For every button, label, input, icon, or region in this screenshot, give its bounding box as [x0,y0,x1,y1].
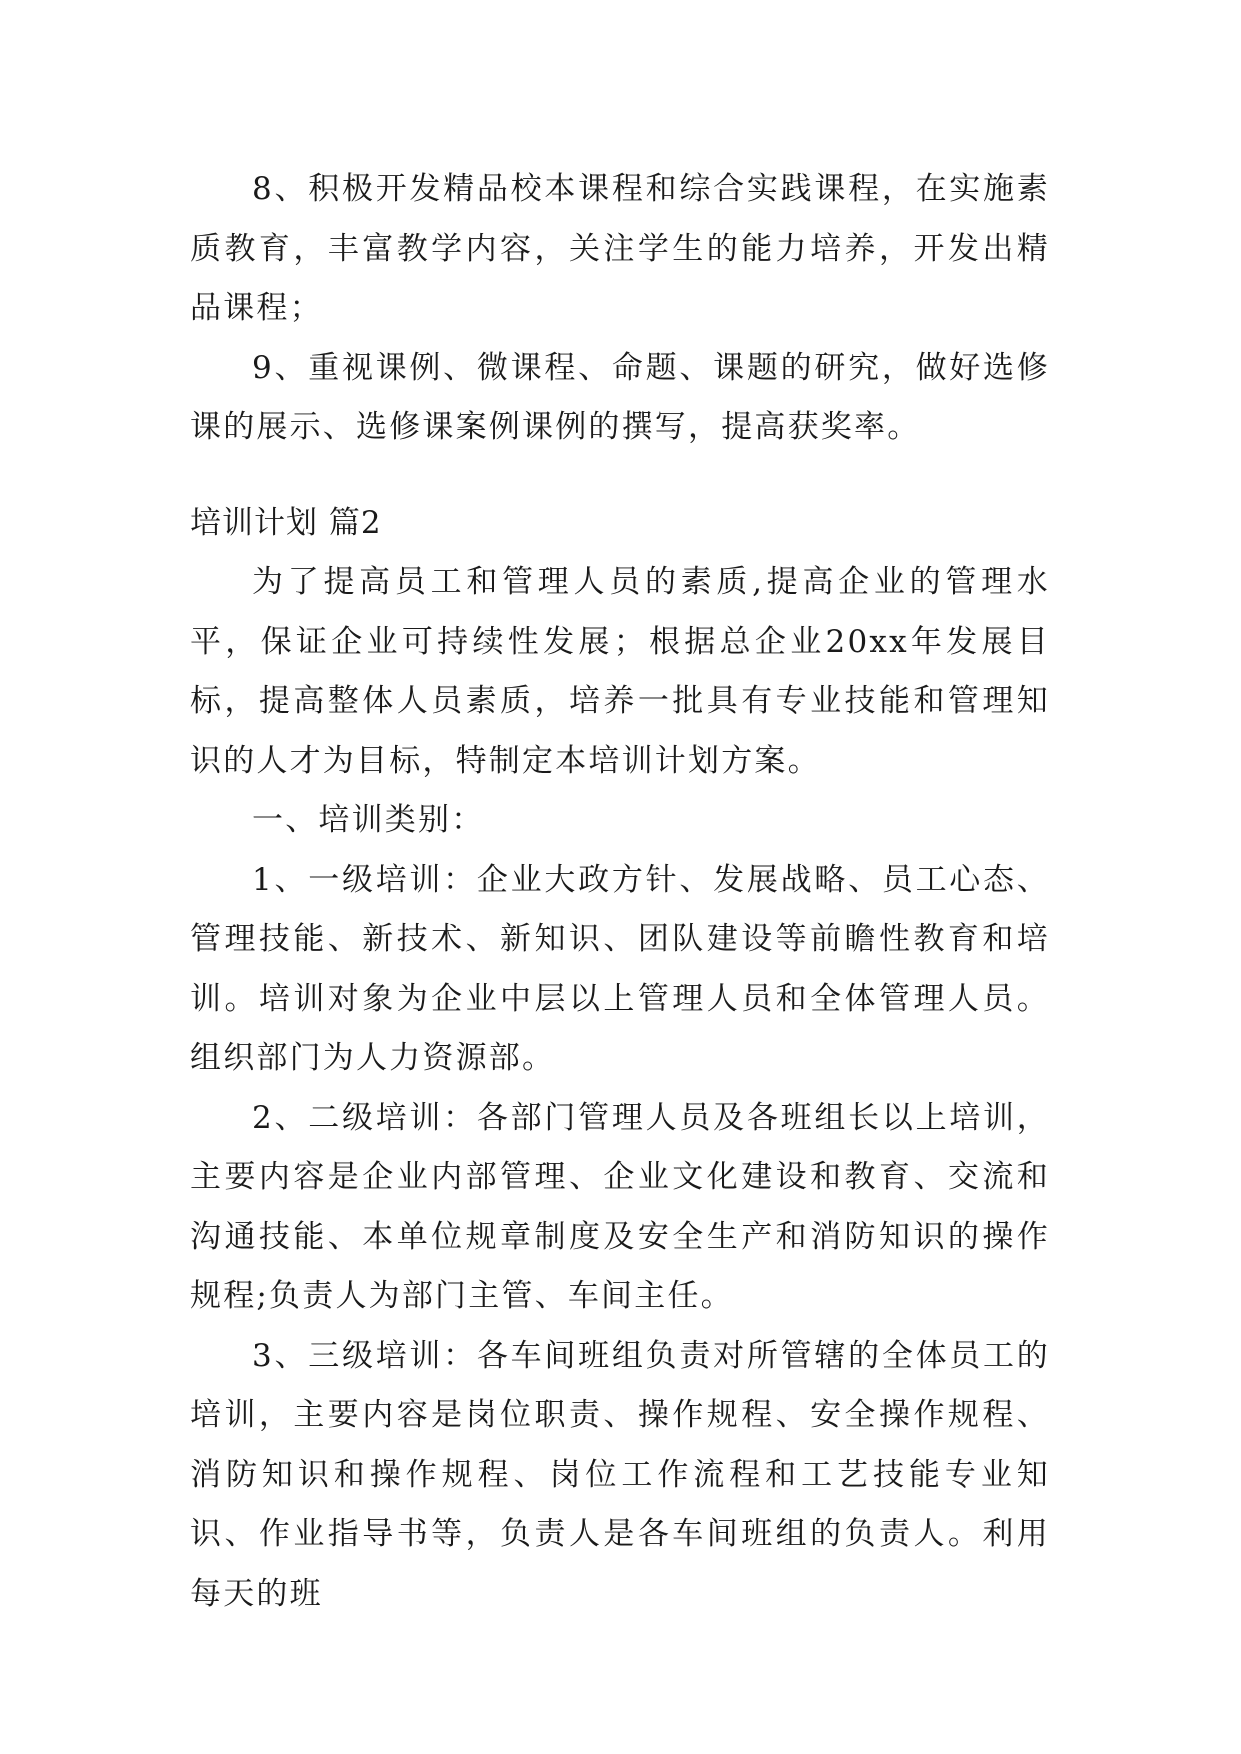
paragraph-item-8: 8、积极开发精品校本课程和综合实践课程，在实施素质教育，丰富教学内容，关注学生的能力培养，开发出精品课程； [190,171,1050,326]
intro-paragraph: 为了提高员工和管理人员的素质,提高企业的管理水平，保证企业可持续性发展；根据总企业20xx年发展目标，提高整体人员素质，培养一批具有专业技能和管理知识的人才为目标，特制定本培训计划方案。 [190,564,1050,779]
paragraph-level-1-training: 1、一级培训：企业大政方针、发展战略、员工心态、管理技能、新技术、新知识、团队建设等前瞻性教育和培训。培训对象为企业中层以上管理人员和全体管理人员。组织部门为人力资源部。 [190,861,1050,1076]
paragraph-level-3-training: 3、三级培训：各车间班组负责对所管辖的全体员工的培训，主要内容是岗位职责、操作规程、安全操作规程、消防知识和操作规程、岗位工作流程和工艺技能专业知识、作业指导书等，负责人是各车间班组的负责人。利用每天的班 [190,1337,1050,1612]
paragraph-item-9: 9、重视课例、微课程、命题、课题的研究，做好选修课的展示、选修课案例课例的撰写，提高获奖率。 [190,349,1050,445]
heading-training-categories: 一、培训类别： [252,802,485,838]
section-title: 培训计划 篇2 [190,504,382,541]
paragraph-level-2-training: 2、二级培训：各部门管理人员及各班组长以上培训，主要内容是企业内部管理、企业文化建设和教育、交流和沟通技能、本单位规章制度及安全生产和消防知识的操作规程;负责人为部门主管、车间主任。 [190,1099,1050,1314]
document-body [190,160,1050,1624]
